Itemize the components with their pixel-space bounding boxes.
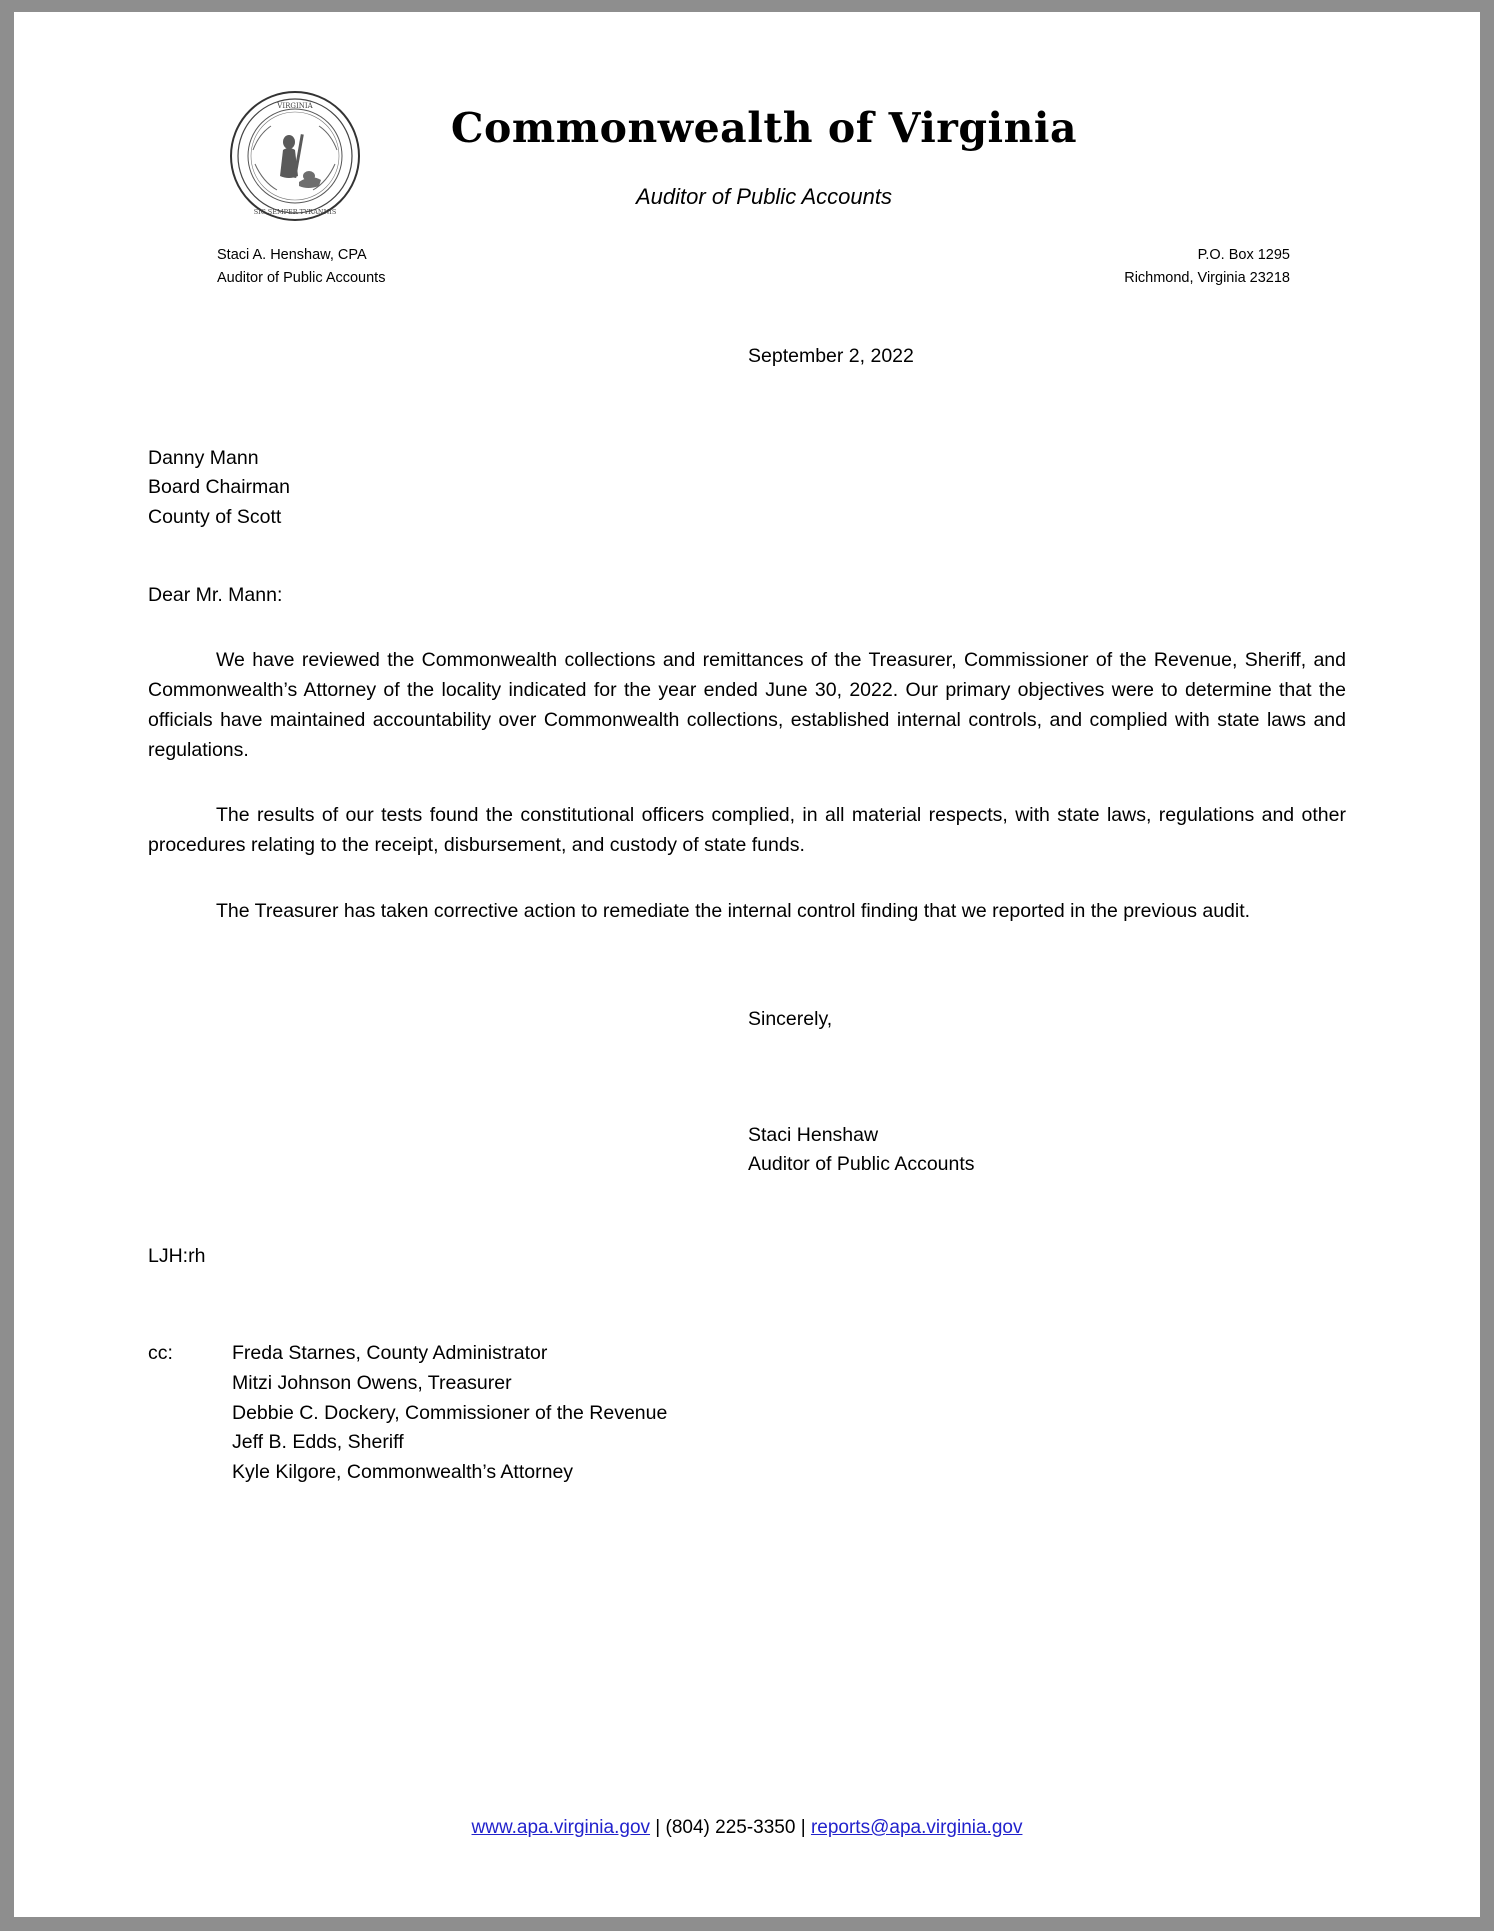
addressee-title: Board Chairman: [148, 476, 290, 499]
list-item: Jeff B. Edds, Sheriff: [232, 1431, 404, 1454]
body-paragraph-2: The results of our tests found the constitutional officers complied, in all material respects, with state laws, regulations and other procedures relating to the receipt, disbursement, and custody of state funds.: [148, 804, 1346, 857]
typist-initials: LJH:rh: [148, 1244, 206, 1267]
footer-separator-1: |: [650, 1817, 666, 1838]
list-item: Kyle Kilgore, Commonwealth’s Attorney: [232, 1460, 574, 1483]
letterhead-left-address: [217, 244, 385, 291]
auditor-title: Auditor of Public Accounts: [217, 270, 386, 287]
svg-text:VIRGINIA: VIRGINIA: [277, 102, 313, 110]
body-paragraph-1: We have reviewed the Commonwealth collections and remittances of the Treasurer, Commissioner of the Revenue, Sheriff, and Commonwealth’s Attorney of the locality indicated for the year ended June 30, 2022. Our primary objectives were to determine that the officials have maintained accountability over Commonwealth collections, established internal controls, and complied with state laws and regulations.: [148, 649, 1346, 761]
body-paragraph-3: The Treasurer has taken corrective action to remediate the internal control finding that we reported in the previous audit.: [216, 900, 1251, 923]
closing: Sincerely,: [748, 1007, 833, 1030]
letter-page: [14, 12, 1480, 1917]
signer-title: Auditor of Public Accounts: [748, 1153, 975, 1176]
phone-number: (804) 225-3350: [665, 1817, 796, 1838]
list-item: Mitzi Johnson Owens, Treasurer: [232, 1372, 512, 1395]
po-box: P.O. Box 1295: [1197, 247, 1290, 263]
addressee-name: Danny Mann: [148, 446, 259, 469]
signer-name: Staci Henshaw: [748, 1123, 879, 1146]
addressee-org: County of Scott: [148, 505, 282, 528]
svg-text:SIC SEMPER TYRANNIS: SIC SEMPER TYRANNIS: [253, 208, 337, 216]
cc-block: [148, 1339, 1346, 1487]
letter-body: [148, 342, 1346, 1488]
list-item: Freda Starnes, County Administrator: [232, 1342, 548, 1365]
page-footer: [14, 1817, 1480, 1839]
letter-date: September 2, 2022: [748, 345, 914, 367]
organization-subtitle: Auditor of Public Accounts: [636, 184, 892, 209]
cc-recipient-list: [232, 1339, 667, 1487]
email-link[interactable]: reports@apa.virginia.gov: [810, 1817, 1023, 1838]
letterhead-right-address: [1124, 244, 1290, 291]
salutation: Dear Mr. Mann:: [148, 583, 283, 606]
city-state-zip: Richmond, Virginia 23218: [1124, 270, 1290, 287]
organization-title: Commonwealth of Virginia: [450, 104, 1078, 152]
website-link[interactable]: www.apa.virginia.gov: [471, 1817, 651, 1838]
footer-separator-2: |: [795, 1817, 811, 1838]
auditor-name: Staci A. Henshaw, CPA: [217, 247, 367, 263]
cc-label: cc:: [148, 1342, 173, 1365]
addressee-block: [148, 444, 1346, 533]
letterhead: [14, 12, 1480, 287]
virginia-state-seal-icon: [229, 90, 361, 222]
list-item: Debbie C. Dockery, Commissioner of the Revenue: [232, 1401, 668, 1424]
signature-block: [748, 1121, 1346, 1180]
